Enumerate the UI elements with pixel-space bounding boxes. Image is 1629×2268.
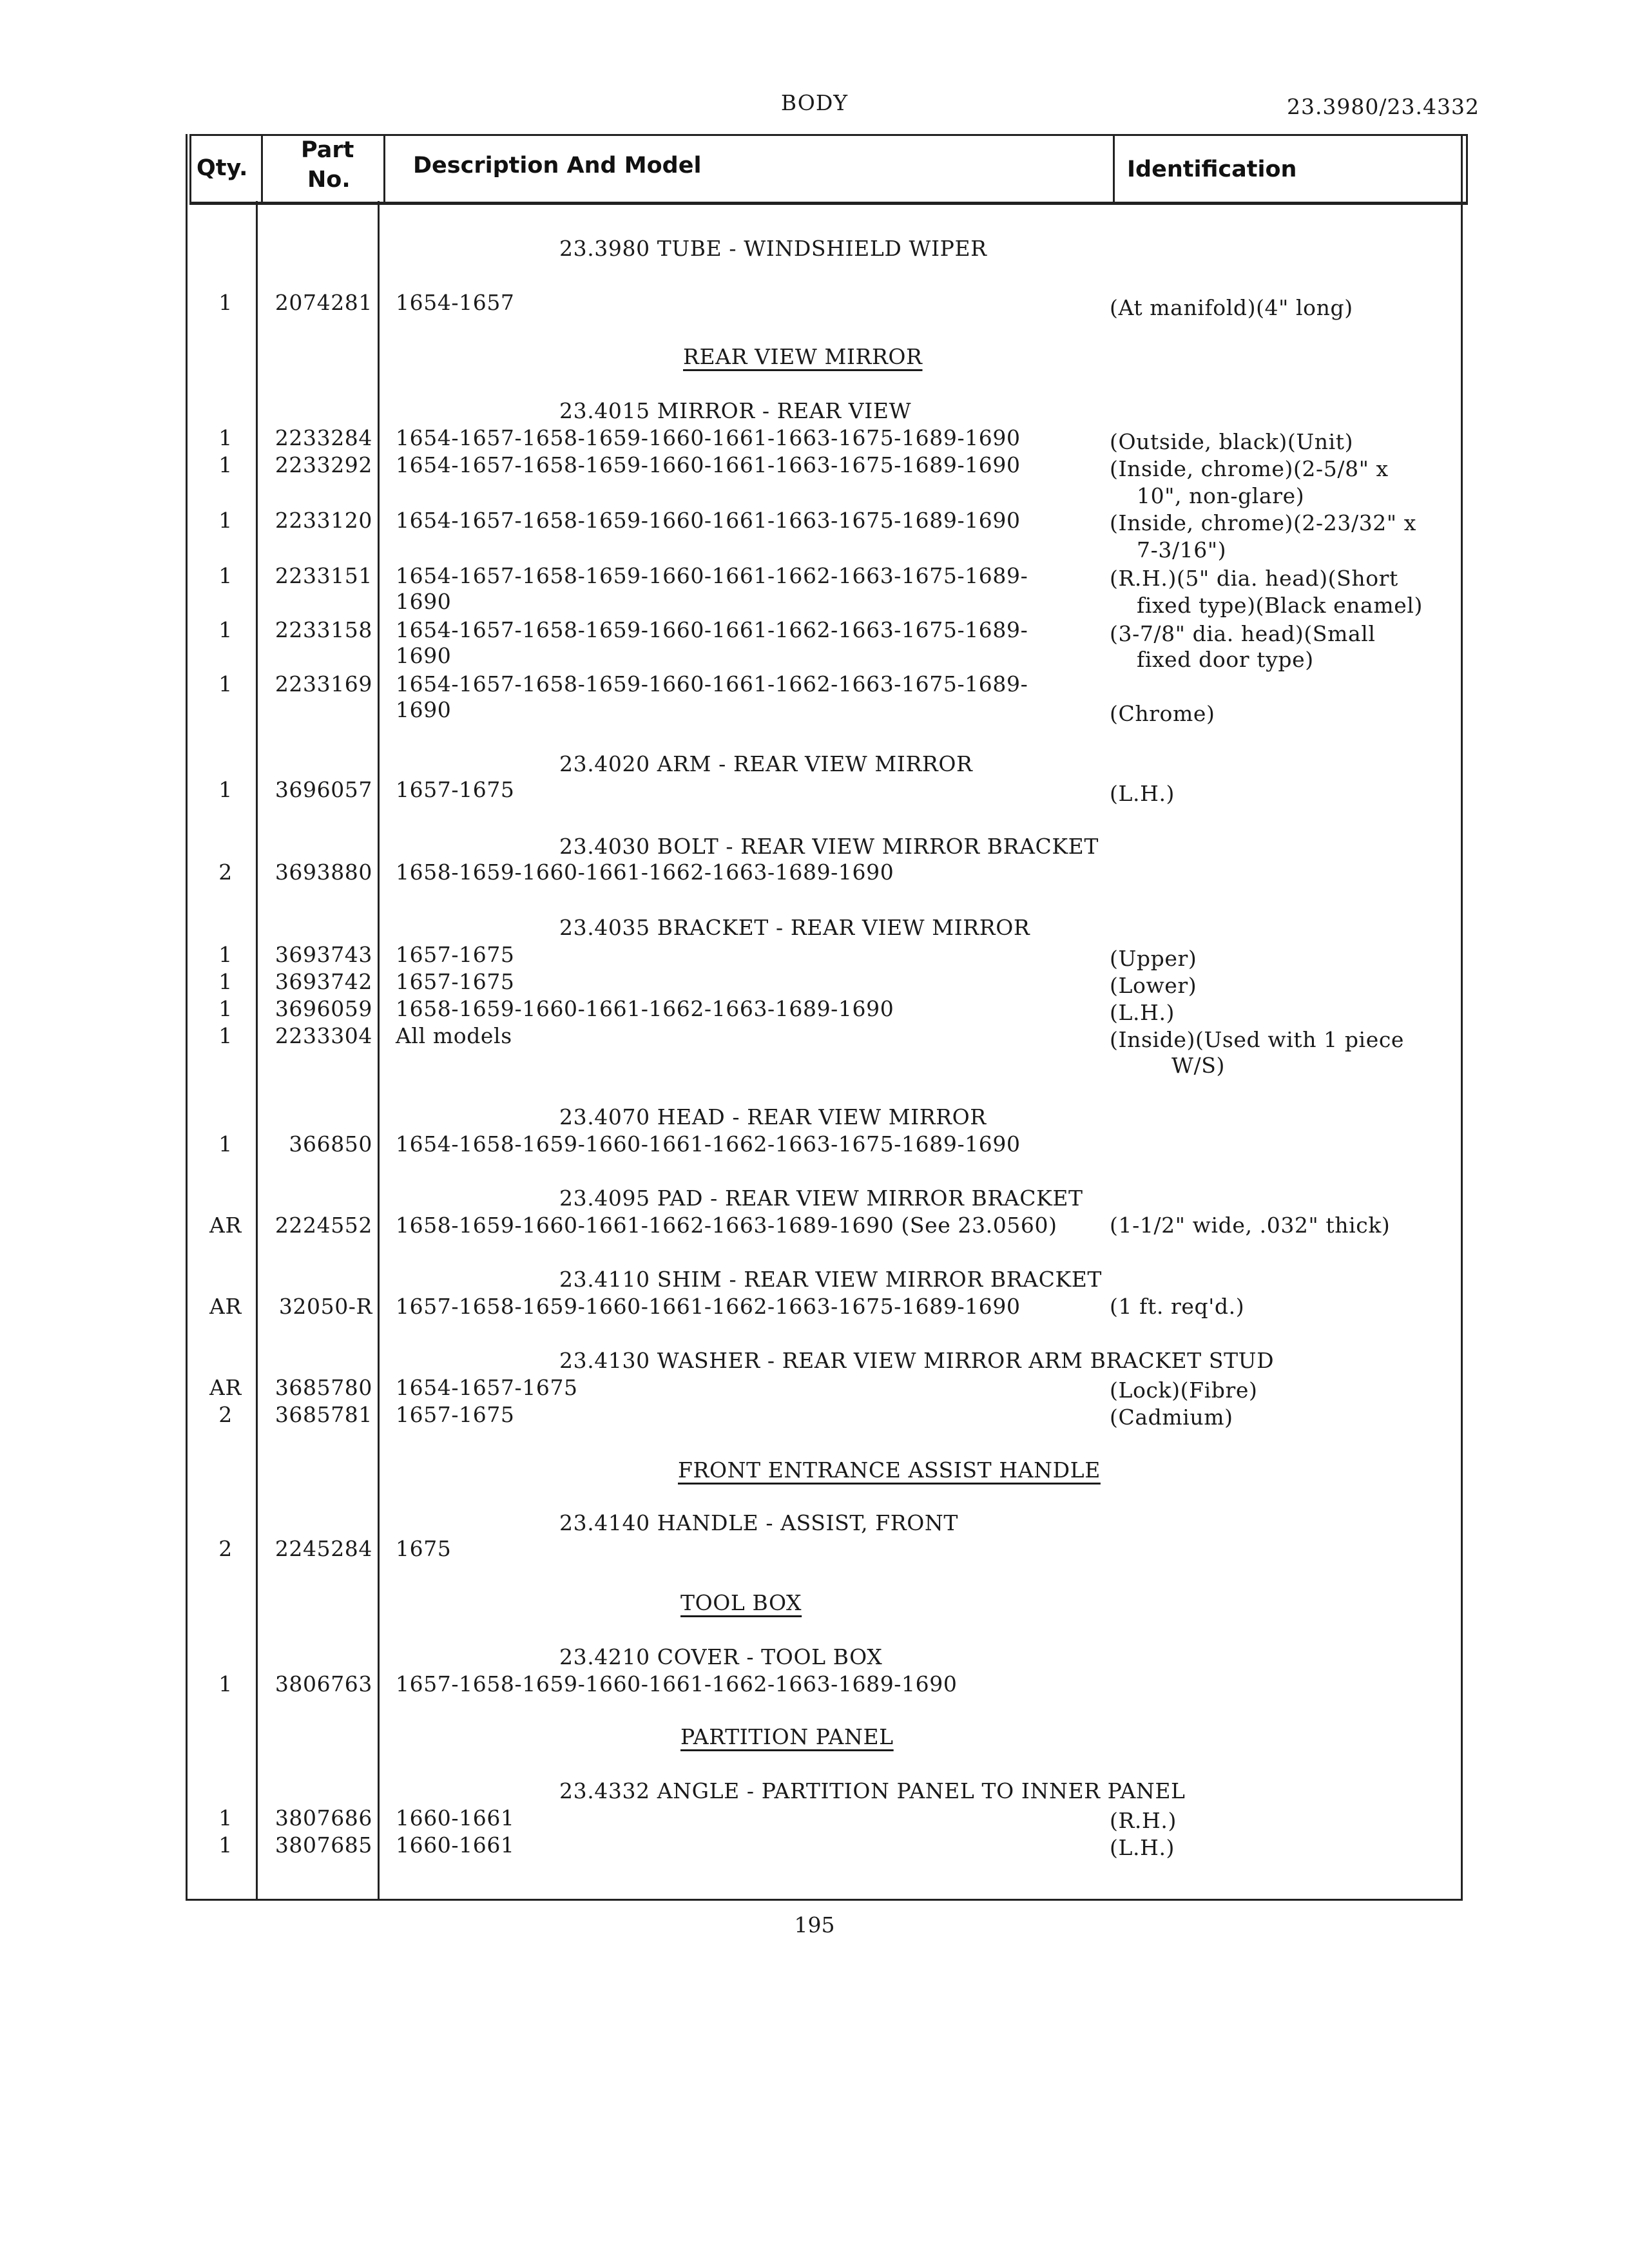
- cell-qty: 1: [218, 1832, 233, 1858]
- cell-ident: (At manifold)(4" long): [1110, 295, 1353, 320]
- item-heading: [0, 1348, 1629, 1374]
- cell-ident2: W/S): [1171, 1053, 1225, 1078]
- cell-ident: (R.H.)(5" dia. head)(Short: [1110, 566, 1398, 591]
- cell-heading: 23.4070 HEAD - REAR VIEW MIRROR: [559, 1104, 987, 1129]
- cell-part: 3685781: [275, 1402, 372, 1427]
- cell-qty: 1: [218, 1131, 233, 1157]
- section-heading: FRONT ENTRANCE ASSIST HANDLE: [678, 1457, 1101, 1483]
- cell-ident: (1-1/2" wide, .032" thick): [1110, 1213, 1391, 1238]
- section-heading: TOOL BOX: [680, 1590, 802, 1615]
- cell-desc: 1657-1675: [396, 942, 515, 967]
- cell-heading: 23.4030 BOLT - REAR VIEW MIRROR BRACKET: [559, 834, 1099, 859]
- cell-qty: 1: [218, 777, 233, 802]
- item-heading: [0, 236, 1629, 262]
- item-heading: [0, 751, 1629, 777]
- cell-ident: (Upper): [1110, 946, 1197, 971]
- page-title: BODY: [780, 90, 849, 115]
- table-row: [0, 671, 1629, 697]
- cell-part: 2233120: [275, 508, 372, 533]
- cell-part: 2233158: [275, 617, 372, 642]
- table-row: [0, 697, 1629, 726]
- cell-heading: 23.4130 WASHER - REAR VIEW MIRROR ARM BRACKET STUD: [559, 1348, 1275, 1373]
- cell-ident2: 10", non-glare): [1137, 483, 1305, 508]
- column-header-identification: Identification: [1127, 157, 1297, 182]
- cell-ident: (L.H.): [1110, 781, 1175, 806]
- cell-desc: 1658-1659-1660-1661-1662-1663-1689-1690 (See 23.0560): [396, 1213, 1057, 1238]
- cell-qty: 1: [218, 425, 233, 450]
- cell-part: 3807686: [275, 1805, 372, 1831]
- cell-qty: 1: [218, 671, 233, 697]
- table-row: [0, 537, 1629, 563]
- column-header-description: Description And Model: [413, 153, 702, 178]
- cell-ident: (Lower): [1110, 973, 1197, 998]
- cell-qty: 2: [218, 1536, 233, 1561]
- table-row: [0, 1375, 1629, 1401]
- cell-qty: 1: [218, 969, 233, 994]
- cell-desc: 1654-1658-1659-1660-1661-1662-1663-1675-1689-1690: [396, 1131, 1021, 1157]
- cell-ident: (R.H.): [1110, 1808, 1177, 1833]
- table-row: [0, 1053, 1629, 1079]
- cell-ident2: 7-3/16"): [1137, 537, 1227, 562]
- table-row: [0, 452, 1629, 481]
- cell-qty: AR: [209, 1294, 242, 1319]
- cell-desc: 1657-1658-1659-1660-1661-1662-1663-1675-1689-1690: [396, 1294, 1021, 1319]
- cell-ident: (3-7/8" dia. head)(Small: [1110, 621, 1376, 646]
- cell-part: 3807685: [275, 1832, 372, 1858]
- cell-ident: (Outside, black)(Unit): [1110, 429, 1354, 454]
- cell-part: 366850: [289, 1131, 372, 1157]
- cell-qty: AR: [209, 1213, 242, 1238]
- cell-desc: 1654-1657-1675: [396, 1375, 578, 1400]
- cell-part: 2233169: [275, 671, 372, 697]
- cell-desc: 1654-1657-1658-1659-1660-1661-1662-1663-1675-1689-: [396, 563, 1028, 588]
- cell-qty: 1: [218, 452, 233, 477]
- cell-ident: (1 ft. req'd.): [1110, 1294, 1245, 1319]
- item-heading: [0, 1186, 1629, 1211]
- cell-desc: All models: [396, 1023, 512, 1048]
- cell-qty: 1: [218, 508, 233, 533]
- cell-qty: 1: [218, 563, 233, 588]
- cell-desc: 1690: [396, 643, 452, 668]
- table-row: [0, 969, 1629, 998]
- cell-part: 3685780: [275, 1375, 372, 1400]
- cell-part: 2224552: [275, 1213, 372, 1238]
- item-heading: [0, 1104, 1629, 1130]
- table-row: [0, 425, 1629, 454]
- table-row: [0, 942, 1629, 971]
- cell-ident: (Cadmium): [1110, 1405, 1233, 1430]
- cell-desc: 1660-1661: [396, 1832, 515, 1858]
- cell-heading: 23.4332 ANGLE - PARTITION PANEL TO INNER PANEL: [559, 1778, 1186, 1803]
- cell-part: 3696057: [275, 777, 372, 802]
- cell-qty: 2: [218, 860, 233, 885]
- table-row: [0, 1131, 1629, 1157]
- table-row: [0, 290, 1629, 320]
- cell-heading: 23.4020 ARM - REAR VIEW MIRROR: [559, 751, 973, 776]
- cell-desc: 1660-1661: [396, 1805, 515, 1831]
- cell-desc: 1654-1657: [396, 290, 515, 315]
- table-row: [0, 860, 1629, 885]
- cell-desc: 1654-1657-1658-1659-1660-1661-1662-1663-1675-1689-: [396, 671, 1028, 697]
- cell-qty: AR: [209, 1375, 242, 1400]
- cell-ident: (Lock)(Fibre): [1110, 1378, 1258, 1403]
- column-header-part-line1: Part: [301, 137, 354, 163]
- cell-part: 3806763: [275, 1671, 372, 1696]
- table-row: [0, 1402, 1629, 1428]
- table-row: [0, 777, 1629, 806]
- column-header-qty: Qty.: [197, 155, 248, 181]
- cell-ident2: fixed door type): [1137, 647, 1314, 672]
- cell-part: 3693743: [275, 942, 372, 967]
- cell-ident: (L.H.): [1110, 1835, 1175, 1860]
- table-row: [0, 643, 1629, 672]
- cell-heading: 23.4095 PAD - REAR VIEW MIRROR BRACKET: [559, 1186, 1083, 1211]
- cell-desc: 1657-1675: [396, 1402, 515, 1427]
- cell-qty: 1: [218, 290, 233, 315]
- item-heading: [0, 1267, 1629, 1293]
- cell-qty: 1: [218, 1023, 233, 1048]
- cell-desc: 1690: [396, 697, 452, 722]
- table-row: [0, 1213, 1629, 1238]
- cell-part: 2233292: [275, 452, 372, 477]
- cell-ident: (L.H.): [1110, 1000, 1175, 1025]
- section-heading: PARTITION PANEL: [680, 1724, 894, 1749]
- section-range: 23.3980/23.4332: [1286, 94, 1480, 119]
- item-heading: [0, 398, 1629, 424]
- cell-part: 2074281: [275, 290, 372, 315]
- cell-part: 3693742: [275, 969, 372, 994]
- table-row: [0, 1805, 1629, 1831]
- cell-part: 2233284: [275, 425, 372, 450]
- cell-ident: (Inside)(Used with 1 piece: [1110, 1027, 1405, 1052]
- cell-desc: 1657-1675: [396, 969, 515, 994]
- cell-qty: 1: [218, 1805, 233, 1831]
- cell-qty: 1: [218, 617, 233, 642]
- cell-part: 32050-R: [278, 1294, 372, 1319]
- cell-ident: (Inside, chrome)(2-5/8" x: [1110, 456, 1389, 481]
- item-heading: [0, 1510, 1629, 1536]
- table-row: [0, 563, 1629, 589]
- cell-desc: 1658-1659-1660-1661-1662-1663-1689-1690: [396, 996, 894, 1021]
- table-row: [0, 589, 1629, 618]
- cell-ident: (Chrome): [1110, 701, 1215, 726]
- cell-qty: 1: [218, 942, 233, 967]
- cell-desc: 1675: [396, 1536, 452, 1561]
- cell-heading: 23.4210 COVER - TOOL BOX: [559, 1644, 883, 1669]
- cell-heading: 23.4015 MIRROR - REAR VIEW: [559, 398, 912, 423]
- cell-qty: 1: [218, 996, 233, 1021]
- cell-desc: 1654-1657-1658-1659-1660-1661-1663-1675-1689-1690: [396, 425, 1021, 450]
- cell-desc: 1654-1657-1658-1659-1660-1661-1662-1663-1675-1689-: [396, 617, 1028, 642]
- cell-heading: 23.4110 SHIM - REAR VIEW MIRROR BRACKET: [559, 1267, 1103, 1292]
- cell-desc: 1690: [396, 589, 452, 614]
- cell-desc: 1654-1657-1658-1659-1660-1661-1663-1675-1689-1690: [396, 508, 1021, 533]
- cell-ident2: fixed type)(Black enamel): [1137, 593, 1423, 618]
- table-row: [0, 483, 1629, 509]
- item-heading: [0, 1644, 1629, 1670]
- item-heading: [0, 1778, 1629, 1804]
- cell-part: 3696059: [275, 996, 372, 1021]
- cell-ident: (Inside, chrome)(2-23/32" x: [1110, 510, 1416, 535]
- table-row: [0, 1671, 1629, 1697]
- table-row: [0, 996, 1629, 1025]
- cell-desc: 1654-1657-1658-1659-1660-1661-1663-1675-1689-1690: [396, 452, 1021, 477]
- table-row: [0, 1023, 1629, 1052]
- cell-part: 3693880: [275, 860, 372, 885]
- cell-qty: 1: [218, 1671, 233, 1696]
- table-row: [0, 1294, 1629, 1320]
- cell-qty: 2: [218, 1402, 233, 1427]
- table-row: [0, 617, 1629, 646]
- cell-heading: 23.4035 BRACKET - REAR VIEW MIRROR: [559, 915, 1030, 940]
- item-heading: [0, 834, 1629, 860]
- cell-part: 2245284: [275, 1536, 372, 1561]
- item-heading: [0, 915, 1629, 941]
- table-row: [0, 1832, 1629, 1858]
- cell-heading: 23.3980 TUBE - WINDSHIELD WIPER: [559, 236, 987, 261]
- table-row: [0, 1536, 1629, 1562]
- cell-desc: 1658-1659-1660-1661-1662-1663-1689-1690: [396, 860, 894, 885]
- section-heading: REAR VIEW MIRROR: [683, 344, 923, 369]
- cell-heading: 23.4140 HANDLE - ASSIST, FRONT: [559, 1510, 958, 1535]
- cell-part: 2233304: [275, 1023, 372, 1048]
- page-number: 195: [794, 1912, 835, 1937]
- column-header-part-line2: No.: [307, 167, 351, 193]
- cell-desc: 1657-1658-1659-1660-1661-1662-1663-1689-1690: [396, 1671, 958, 1696]
- table-row: [0, 508, 1629, 533]
- cell-part: 2233151: [275, 563, 372, 588]
- cell-desc: 1657-1675: [396, 777, 515, 802]
